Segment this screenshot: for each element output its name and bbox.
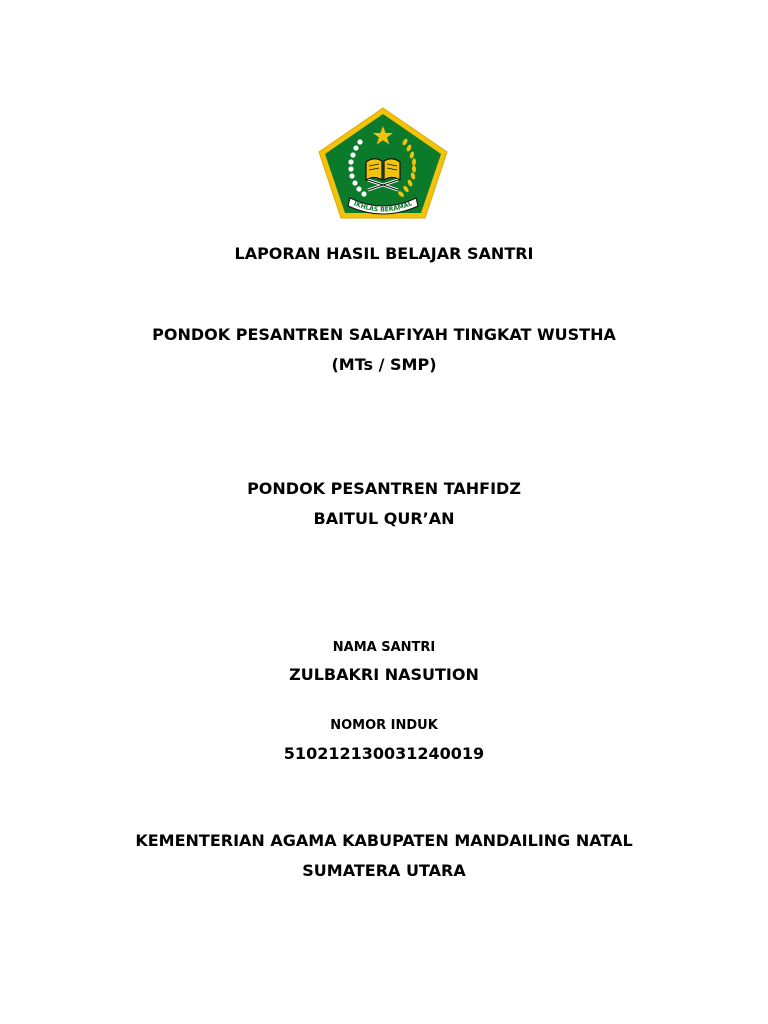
report-title: LAPORAN HASIL BELAJAR SANTRI: [234, 244, 534, 263]
id-number-label: NOMOR INDUK: [330, 718, 438, 733]
ministry-line2: SUMATERA UTARA: [302, 861, 466, 880]
level-heading-line2: (MTs / SMP): [331, 355, 437, 374]
kemenag-emblem-logo: [316, 106, 450, 220]
student-name-label: NAMA SANTRI: [332, 640, 436, 655]
level-heading-line1: PONDOK PESANTREN SALAFIYAH TINGKAT WUSTHA: [152, 325, 616, 344]
school-name-line2: BAITUL QUR’AN: [313, 509, 455, 528]
school-name-line1: PONDOK PESANTREN TAHFIDZ: [247, 479, 521, 498]
id-number-value: 510212130031240019: [283, 744, 485, 763]
motto-text: IKHLAS BERAMAL: [352, 200, 414, 214]
student-name-value: ZULBAKRI NASUTION: [289, 665, 479, 684]
ministry-line1: KEMENTERIAN AGAMA KABUPATEN MANDAILING NATAL: [135, 831, 633, 850]
